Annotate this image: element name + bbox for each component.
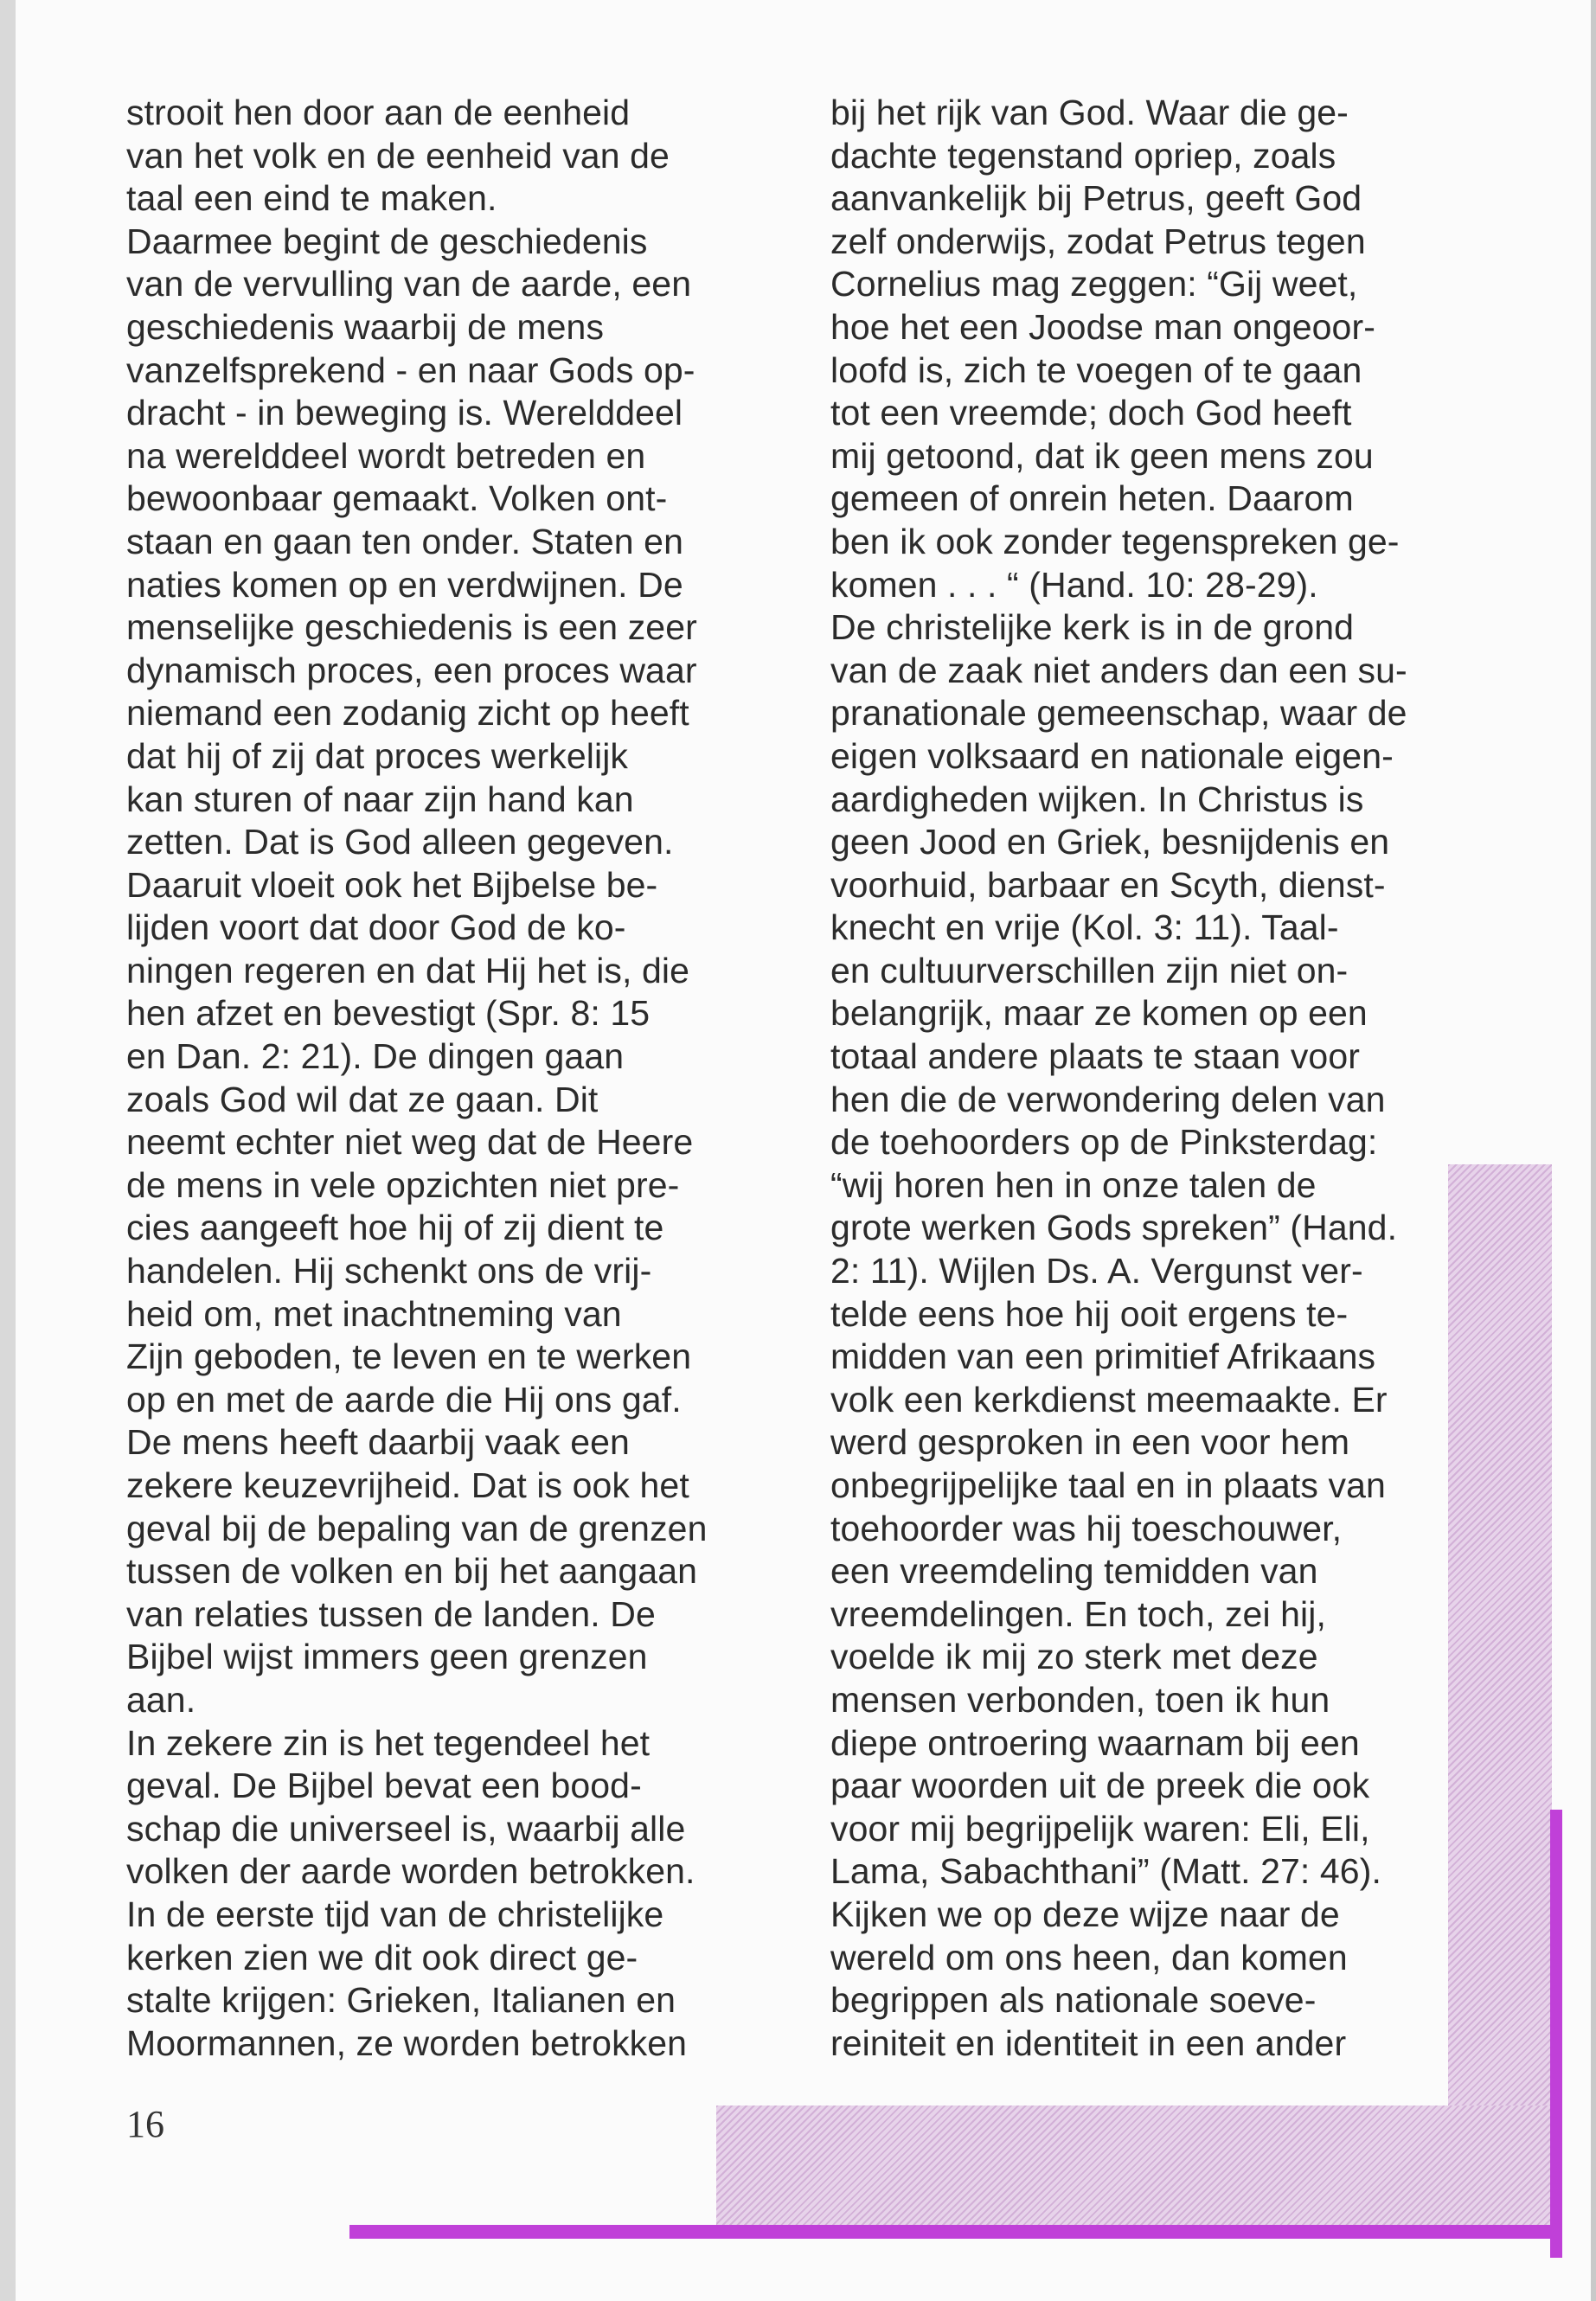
text-line: werd gesproken in een voor hem [830, 1422, 1350, 1463]
text-line: Bijbel wijst immers geen grenzen [126, 1637, 648, 1677]
text-line: en Dan. 2: 21). De dingen gaan [126, 1036, 625, 1077]
text-line: dynamisch proces, een proces waar [126, 650, 697, 690]
text-line: tot een vreemde; doch God heeft [830, 393, 1352, 433]
text-line: Moormannen, ze worden betrokken [126, 2022, 688, 2063]
text-line: knecht en vrije (Kol. 3: 11). Taal- [830, 907, 1339, 948]
text-line: en cultuurverschillen zijn niet on- [830, 950, 1349, 990]
text-line: ben ik ook zonder tegenspreken ge- [830, 521, 1400, 561]
text-line: wereld om ons heen, dan komen [830, 1937, 1348, 1977]
text-line: zoals God wil dat ze gaan. Dit [126, 1079, 599, 1119]
text-line: handelen. Hij schenkt ons de vrij- [126, 1251, 652, 1292]
text-line: zelf onderwijs, zodat Petrus tegen [830, 221, 1366, 261]
decorative-accent-bar-vertical [1550, 1810, 1562, 2258]
text-line: geval bij de bepaling van de grenzen [126, 1508, 708, 1548]
text-line: dachte tegenstand opriep, zoals [830, 135, 1336, 176]
text-line: pranationale gemeenschap, waar de [830, 693, 1407, 734]
text-line: De mens heeft daarbij vaak een [126, 1422, 630, 1463]
text-line: voelde ik mij zo sterk met deze [830, 1637, 1318, 1677]
text-line: telde eens hoe hij ooit ergens te- [830, 1293, 1349, 1334]
text-line: Lama, Sabachthani” (Matt. 27: 46). [830, 1851, 1381, 1892]
text-line: diepe ontroering waarnam bij een [830, 1722, 1360, 1763]
text-line: In de eerste tijd van de christelijke [126, 1894, 664, 1934]
text-line: geen Jood en Griek, besnijdenis en [830, 822, 1390, 862]
text-column-left [126, 92, 749, 2065]
text-line: bewoonbaar gemaakt. Volken ont- [126, 478, 668, 519]
text-line: staan en gaan ten onder. Staten en [126, 521, 683, 561]
text-line: aardigheden wijken. In Christus is [830, 779, 1364, 819]
text-line: strooit hen door aan de eenheid [126, 93, 631, 132]
text-line: volken der aarde worden betrokken. [126, 1851, 695, 1892]
text-line: gemeen of onrein heten. Daarom [830, 478, 1354, 519]
scan-edge [1591, 0, 1596, 2301]
text-line: ningen regeren en dat Hij het is, die [126, 950, 690, 990]
text-line: volk een kerkdienst meemaakte. Er [830, 1379, 1388, 1420]
text-line: In zekere zin is het tegendeel het [126, 1722, 651, 1763]
text-line: Kijken we op deze wijze naar de [830, 1894, 1340, 1934]
text-line: toehoorder was hij toeschouwer, [830, 1508, 1343, 1548]
text-line: totaal andere plaats te staan voor [830, 1036, 1360, 1077]
text-line: de mens in vele opzichten niet pre- [126, 1164, 680, 1205]
text-line: komen . . . “ (Hand. 10: 28-29). [830, 564, 1318, 605]
text-line: lijden voort dat door God de ko- [126, 907, 626, 948]
text-line: op en met de aarde die Hij ons gaf. [126, 1379, 682, 1420]
text-line: onbegrijpelijke taal en in plaats van [830, 1465, 1386, 1505]
text-line: cies aangeeft hoe hij of zij dient te [126, 1208, 664, 1248]
text-line: begrippen als nationale soeve- [830, 1980, 1317, 2021]
text-line: geval. De Bijbel bevat een bood- [126, 1766, 642, 1806]
text-line: van de zaak niet anders dan een su- [830, 650, 1407, 690]
text-line: tussen de volken en bij het aangaan [126, 1551, 698, 1592]
text-line: loofd is, zich te voegen of te gaan [830, 349, 1362, 390]
text-line: bij het rijk van God. Waar die ge- [830, 93, 1349, 132]
page [16, 0, 1596, 2301]
text-line: heid om, met inachtneming van [126, 1293, 622, 1334]
text-line: zekere keuzevrijheid. Dat is ook het [126, 1465, 689, 1505]
text-line: van de vervulling van de aarde, een [126, 264, 692, 304]
text-line: Daarmee begint de geschiedenis [126, 221, 648, 261]
text-line: hoe het een Joodse man ongeoor- [830, 306, 1375, 347]
text-line: taal een eind te maken. [126, 178, 497, 219]
text-line: een vreemdeling temidden van [830, 1551, 1318, 1592]
text-line: voorhuid, barbaar en Scyth, dienst- [830, 864, 1386, 905]
text-line: aan. [126, 1679, 196, 1720]
text-line: hen afzet en bevestigt (Spr. 8: 15 [126, 993, 651, 1034]
text-line: stalte krijgen: Grieken, Italianen en [126, 1980, 676, 2021]
text-line: 2: 11). Wijlen Ds. A. Vergunst ver- [830, 1251, 1363, 1292]
text-line: reiniteit en identiteit in een ander [830, 2022, 1347, 2063]
text-line: Zijn geboden, te leven en te werken [126, 1336, 692, 1377]
text-line: zetten. Dat is God alleen gegeven. [126, 822, 674, 862]
text-line: Daaruit vloeit ook het Bijbelse be- [126, 864, 658, 905]
text-line: mensen verbonden, toen ik hun [830, 1679, 1330, 1720]
text-line: “wij horen hen in onze talen de [830, 1164, 1317, 1205]
text-line: midden van een primitief Afrikaans [830, 1336, 1376, 1377]
text-line: van relaties tussen de landen. De [126, 1593, 656, 1634]
text-line: geschiedenis waarbij de mens [126, 306, 605, 347]
text-line: eigen volksaard en nationale eigen- [830, 735, 1394, 776]
text-line: neemt echter niet weg dat de Heere [126, 1122, 694, 1163]
text-line: belangrijk, maar ze komen op een [830, 993, 1368, 1034]
text-line: kan sturen of naar zijn hand kan [126, 779, 634, 819]
text-line: hen die de verwondering delen van [830, 1079, 1386, 1119]
text-line: De christelijke kerk is in de grond [830, 607, 1355, 648]
text-line: menselijke geschiedenis is een zeer [126, 607, 697, 648]
text-line: grote werken Gods spreken” (Hand. [830, 1208, 1398, 1248]
page-number: 16 [126, 2103, 164, 2145]
text-line: aanvankelijk bij Petrus, geeft God [830, 178, 1362, 219]
text-line: na werelddeel wordt betreden en [126, 435, 646, 476]
text-line: schap die universeel is, waarbij alle [126, 1808, 686, 1849]
text-line: dracht - in beweging is. Werelddeel [126, 393, 683, 433]
text-line: naties komen op en verdwijnen. De [126, 564, 683, 605]
decorative-hatched-block-horizontal [716, 2106, 1552, 2225]
text-line: de toehoorders op de Pinksterdag: [830, 1122, 1378, 1163]
decorative-accent-bar-horizontal [349, 2225, 1562, 2239]
text-line: vanzelfsprekend - en naar Gods op- [126, 349, 695, 390]
text-line: dat hij of zij dat proces werkelijk [126, 735, 629, 776]
text-line: niemand een zodanig zicht op heeft [126, 693, 689, 734]
text-column-right [830, 92, 1488, 2065]
text-line: Cornelius mag zeggen: “Gij weet, [830, 264, 1358, 304]
text-line: kerken zien we dit ook direct ge- [126, 1937, 638, 1977]
text-line: vreemdelingen. En toch, zei hij, [830, 1593, 1326, 1634]
text-line: paar woorden uit de preek die ook [830, 1766, 1370, 1806]
text-line: van het volk en de eenheid van de [126, 135, 670, 176]
text-line: mij getoond, dat ik geen mens zou [830, 435, 1374, 476]
text-line: voor mij begrijpelijk waren: Eli, Eli, [830, 1808, 1370, 1849]
